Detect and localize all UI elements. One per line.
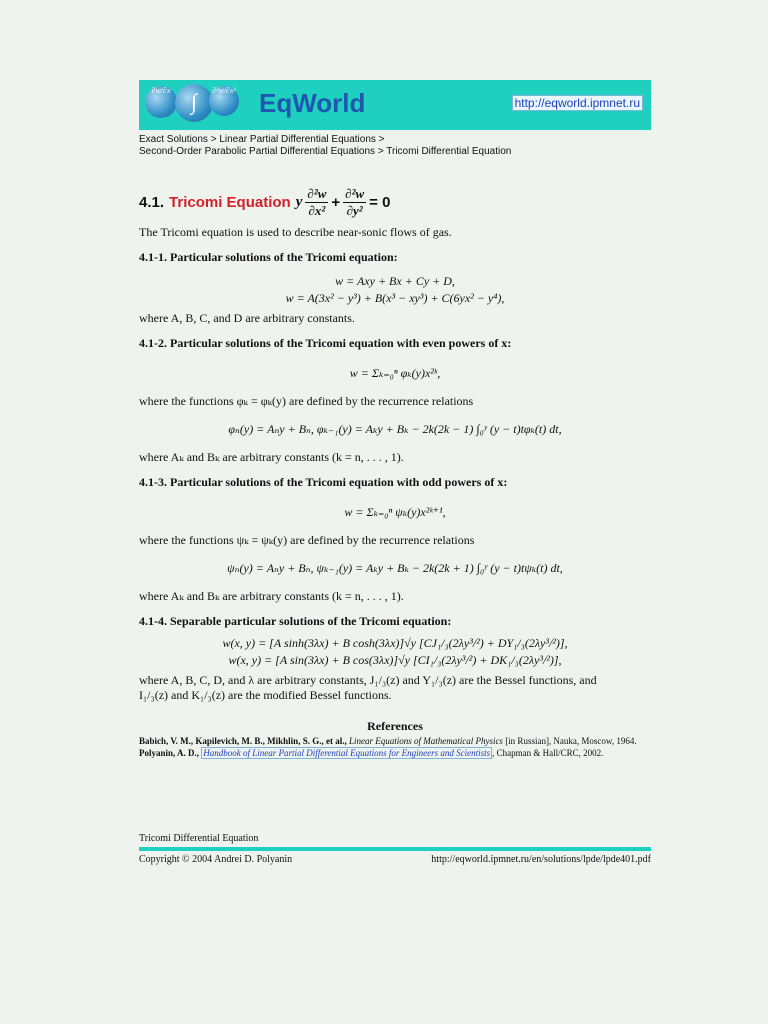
fraction-2 [343,186,366,219]
footer-url: http://eqworld.ipmnet.ru/en/solutions/lpde/lpde401.pdf [431,854,651,865]
fraction-1 [305,186,328,219]
orb-left-icon [145,86,177,118]
rel-4-1-2: where the functions φₖ = φₖ(y) are defined by the recurrence relations [139,394,474,408]
section-4-1-1: 4.1-1. Particular solutions of the Tricomi equation: [139,250,398,264]
eq-4-1-1b: w = A(3x² − y³) + B(x³ − xy³) + C(6yx² − y⁴), [285,291,505,305]
intro-text: The Tricomi equation is used to describe near-sonic flows of gas. [139,225,452,239]
equation-prefix: y [295,194,303,210]
note-4-1-4a: where A, B, C, D, and λ are arbitrary constants, J₁/₃(z) and Y₁/₃(z) are the Bessel functions, and [139,673,597,687]
eqworld-url-link[interactable]: http://eqworld.ipmnet.ru [512,95,643,111]
frac1-den: ∂x² [308,203,326,218]
equation-name: Tricomi Equation [169,194,291,211]
ref2-rest: , Chapman & Hall/CRC, 2002. [492,748,604,758]
eq-4-1-4a: w(x, y) = [A sinh(3λx) + B cosh(3λx)]√y [CJ₁/₃(2λy³/²) + DY₁/₃(2λy³/²)], [222,636,568,650]
breadcrumb-line-2: Second-Order Parabolic Partial Differential Equations > Tricomi Differential Equation [139,146,512,157]
ref2-title-link[interactable]: Handbook of Linear Partial Differential Equations for Engineers and Scientists [203,748,491,758]
rel-4-1-3: where the functions ψₖ = ψₖ(y) are defined by the recurrence relations [139,533,475,547]
section-number: 4.1. [139,194,165,211]
footer-divider [139,847,651,851]
note-4-1-1: where A, B, C, and D are arbitrary constants. [139,311,355,325]
rec-4-1-2: φₙ(y) = Aₙy + Bₙ, φₖ₋₁(y) = Aₖy + Bₖ − 2k(2k − 1) ∫₀ʸ (y − t)tφₖ(t) dt, [228,422,562,436]
equation-suffix: = 0 [369,194,391,211]
frac1-num: ∂²w [307,186,327,201]
eq-4-1-4b: w(x, y) = [A sin(3λx) + B cos(3λx)]√y [CI₁/₃(2λy³/²) + DK₁/₃(2λy³/²)], [228,653,562,667]
orb-middle-icon: ∫ [175,84,213,122]
section-4-1-4: 4.1-4. Separable particular solutions of the Tricomi equation: [139,614,452,628]
ref1-authors: Babich, V. M., Kapilevich, M. B., Mikhlin, S. G., et al., [139,736,347,746]
eq-4-1-1a: w = Axy + Bx + Cy + D, [335,274,455,288]
note-4-1-3: where Aₖ and Bₖ are arbitrary constants (k = n, . . . , 1). [139,589,404,603]
ref1-rest: [in Russian], Nauka, Moscow, 1964. [502,736,637,746]
page-title [139,186,651,219]
frac2-num: ∂²w [345,186,365,201]
note-4-1-2: where Aₖ and Bₖ are arbitrary constants (k = n, . . . , 1). [139,450,404,464]
plus-sign: + [331,194,341,211]
eqworld-banner [139,80,651,130]
document-page [139,80,651,758]
reference-2 [139,748,651,758]
breadcrumb [139,134,651,158]
ref1-title: Linear Equations of Mathematical Physics [348,736,503,746]
eqworld-logo-text: EqWorld [259,88,366,118]
eq-4-1-2-sum: w = Σₖ₌₀ⁿ φₖ(y)x²ᵏ, [349,366,441,380]
section-4-1-2: 4.1-2. Particular solutions of the Tricomi equation with even powers of x: [139,336,512,350]
logo-orbs [145,84,240,126]
footer-copyright [139,854,651,865]
breadcrumb-line-1: Exact Solutions > Linear Partial Differential Equations > [139,134,385,145]
orb-right-icon [209,86,239,116]
orb-right-label: ∂²w/∂x² [212,86,236,95]
references-title: References [367,719,423,733]
note-4-1-4b: I₁/₃(z) and K₁/₃(z) are the modified Bessel functions. [139,688,392,702]
eq-4-1-3-sum: w = Σₖ₌₀ⁿ ψₖ(y)x²ᵏ⁺¹, [344,505,446,519]
copyright-text: Copyright © 2004 Andrei D. Polyanin [139,854,293,865]
reference-1 [139,736,651,746]
section-4-1-3: 4.1-3. Particular solutions of the Tricomi equation with odd powers of x: [139,475,508,489]
orb-left-label: ∂w/∂x [151,86,171,95]
ref2-authors: Polyanin, A. D., [139,748,200,758]
rec-4-1-3: ψₙ(y) = Aₙy + Bₙ, ψₖ₋₁(y) = Aₖy + Bₖ − 2k(2k + 1) ∫₀ʸ (y − t)tψₖ(t) dt, [227,561,563,575]
frac2-den: ∂y² [346,203,363,218]
footer-title: Tricomi Differential Equation [139,833,259,844]
